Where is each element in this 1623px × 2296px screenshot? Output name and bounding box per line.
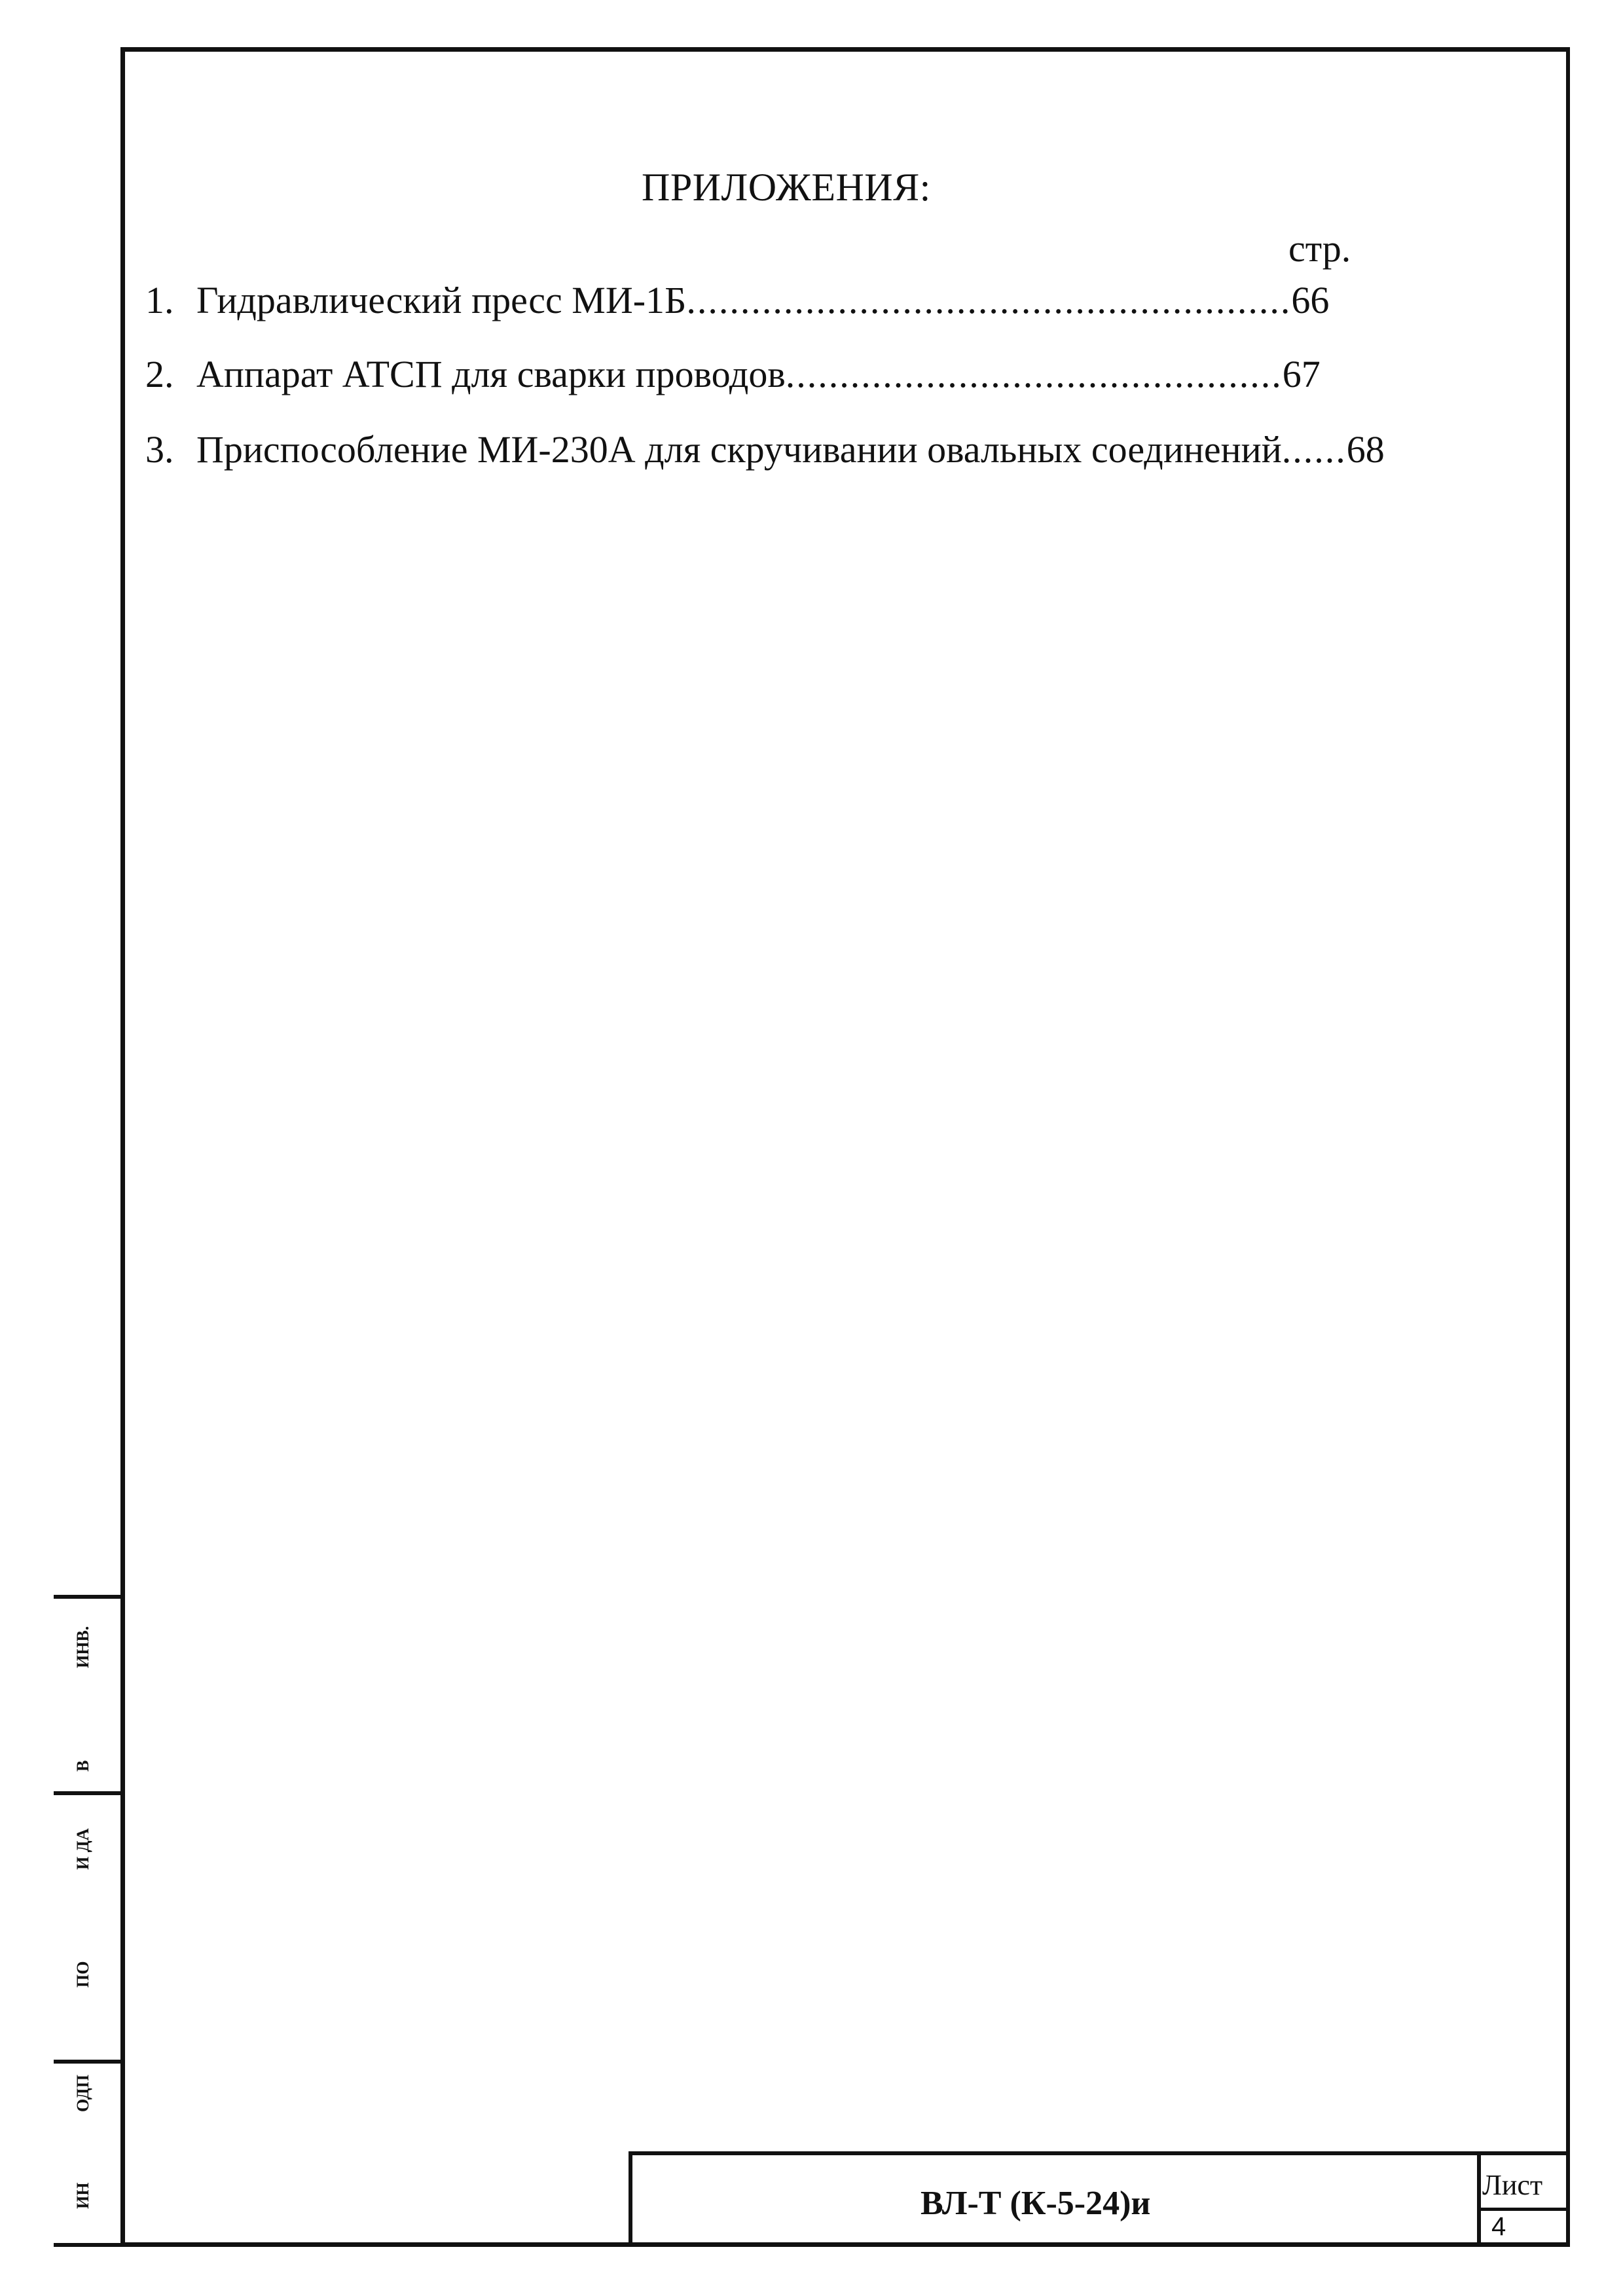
contents-item-number: 3.	[145, 428, 174, 471]
stamp-label: В	[73, 1760, 92, 1772]
stamp-divider	[54, 1791, 124, 1795]
contents-item-title: Приспособление МИ-230А для скручивании овальных соединений	[196, 428, 1282, 471]
margin-stamp-table	[54, 1595, 124, 2247]
title-block	[629, 2151, 1570, 2247]
contents-item	[145, 428, 1385, 471]
stamp-label: И ДА	[73, 1828, 92, 1870]
sheet-number-cell	[1481, 2208, 1570, 2243]
stamp-label: ИН	[73, 2182, 92, 2209]
contents-item	[145, 352, 1321, 396]
stamp-divider	[54, 2060, 124, 2064]
contents-item-page: 68	[1346, 428, 1385, 471]
sheet-cell	[1477, 2155, 1570, 2247]
document-code: ВЛ-Т (К-5-24)и	[921, 2185, 1151, 2222]
stamp-divider	[54, 2243, 124, 2247]
stamp-divider	[54, 1595, 124, 1599]
sheet-label: Лист	[1482, 2169, 1543, 2201]
contents-item-page: 67	[1282, 353, 1321, 395]
contents-item-title: Гидравлический пресс МИ-1Б	[196, 279, 687, 321]
stamp-border	[121, 1595, 125, 2247]
contents-item-title: Аппарат АТСП для сварки проводов	[196, 353, 786, 395]
contents-item-leader: ......	[1281, 428, 1347, 471]
stamp-label: ИНВ.	[73, 1626, 92, 1668]
contents-item-leader: ..............................................	[785, 353, 1283, 395]
contents-item-number: 2.	[145, 353, 174, 395]
stamp-label: ОДП	[73, 2074, 92, 2112]
contents-item-number: 1.	[145, 279, 174, 321]
page-heading: ПРИЛОЖЕНИЯ:	[642, 166, 931, 209]
stamp-label: ПО	[73, 1961, 92, 1988]
page-column-label: стр.	[1288, 227, 1351, 270]
contents-item-leader: ........................................................	[686, 279, 1292, 321]
contents-item-page: 66	[1291, 279, 1330, 321]
sheet-number: 4	[1491, 2212, 1506, 2241]
contents-item	[145, 278, 1329, 322]
